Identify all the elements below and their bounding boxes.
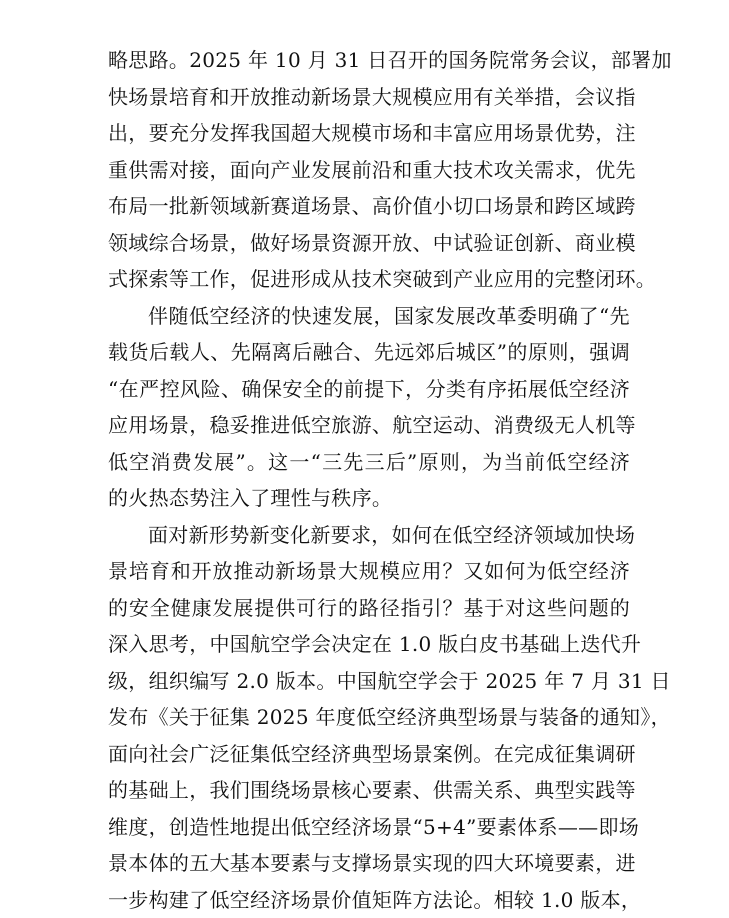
text-line: 布局一批新领域新赛道场景、高价值小切口场景和跨区域跨 [108, 188, 630, 225]
text-line: 式探索等工作，促进形成从技术突破到产业应用的完整闭环。 [108, 261, 630, 298]
text-line: 低空消费发展”。这一“三先三后”原则，为当前低空经济 [108, 444, 630, 481]
text-line: 一步构建了低空经济场景价值矩阵方法论。相较 1.0 版本， [108, 882, 630, 918]
text-line: “在严控风险、确保安全的前提下，分类有序拓展低空经济 [108, 371, 630, 408]
text-line: 面对新形势新变化新要求，如何在低空经济领域加快场 [108, 517, 630, 554]
text-line: 领域综合场景，做好场景资源开放、中试验证创新、商业模 [108, 225, 630, 262]
text-line: 维度，创造性地提出低空经济场景“5+4”要素体系——即场 [108, 809, 630, 846]
text-line: 重供需对接，面向产业发展前沿和重大技术攻关需求，优先 [108, 152, 630, 189]
text-line: 景培育和开放推动新场景大规模应用？又如何为低空经济 [108, 553, 630, 590]
text-line: 载货后载人、先隔离后融合、先远郊后城区”的原则，强调 [108, 334, 630, 371]
text-line: 的安全健康发展提供可行的路径指引？基于对这些问题的 [108, 590, 630, 627]
text-line: 快场景培育和开放推动新场景大规模应用有关举措，会议指 [108, 79, 630, 116]
text-line: 应用场景，稳妥推进低空旅游、航空运动、消费级无人机等 [108, 407, 630, 444]
text-line: 景本体的五大基本要素与支撑场景实现的四大环境要素，进 [108, 845, 630, 882]
text-line: 深入思考，中国航空学会决定在 1.0 版白皮书基础上迭代升 [108, 626, 630, 663]
text-line: 面向社会广泛征集低空经济典型场景案例。在完成征集调研 [108, 736, 630, 773]
text-line: 伴随低空经济的快速发展，国家发展改革委明确了“先 [108, 298, 630, 335]
text-line: 的火热态势注入了理性与秩序。 [108, 480, 630, 517]
text-line: 发布《关于征集 2025 年度低空经济典型场景与装备的通知》， [108, 699, 630, 736]
text-line: 略思路。2025 年 10 月 31 日召开的国务院常务会议，部署加 [108, 42, 630, 79]
text-line: 出，要充分发挥我国超大规模市场和丰富应用场景优势，注 [108, 115, 630, 152]
text-line: 级，组织编写 2.0 版本。中国航空学会于 2025 年 7 月 31 日 [108, 663, 630, 700]
text-line: 的基础上，我们围绕场景核心要素、供需关系、典型实践等 [108, 772, 630, 809]
body-text [108, 42, 630, 918]
